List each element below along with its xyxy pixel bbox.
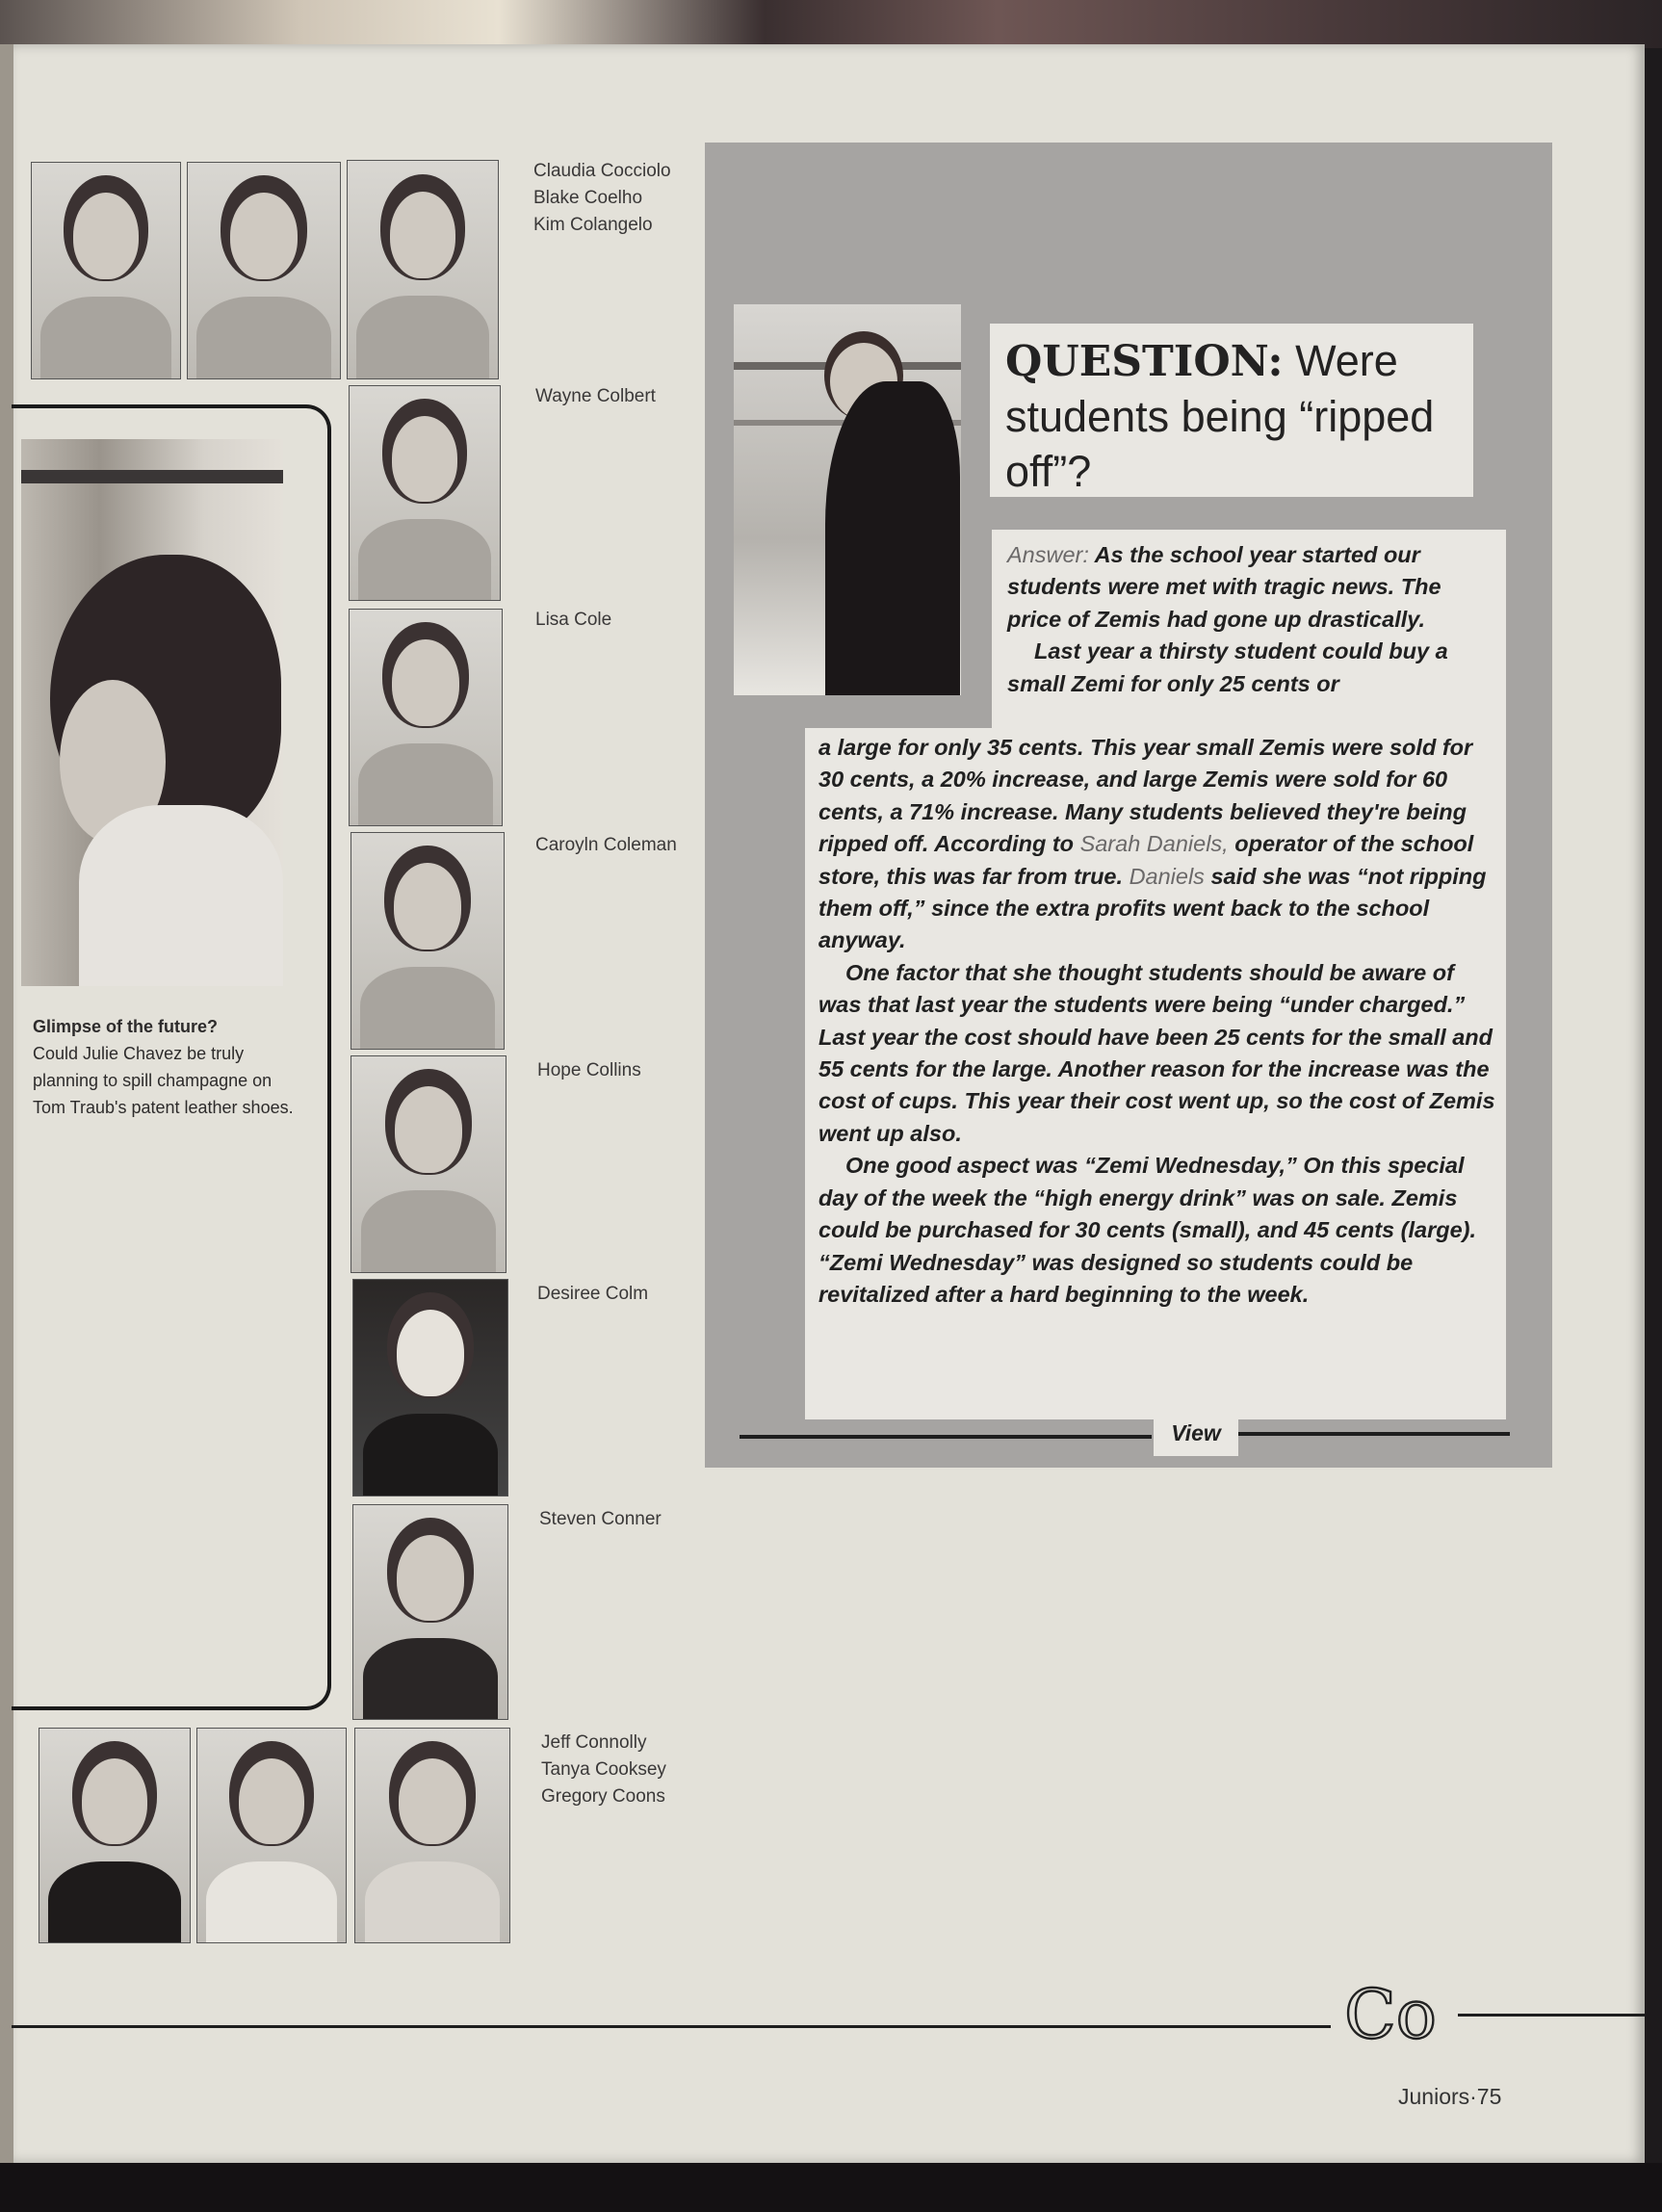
name-lisa: Lisa Cole [535, 610, 612, 630]
portrait-gregory-coons [354, 1728, 510, 1943]
background-strip [0, 0, 1662, 48]
answer-p1: As the school year started our students were met with tragic news. The price of Zemis had gone up drastically. [1007, 542, 1441, 632]
name-claudia: Claudia Cocciolo [533, 161, 671, 181]
caption-body: Could Julie Chavez be truly planning to spill champagne on Tom Traub's patent leather shoes. [33, 1044, 294, 1117]
rule-right [1238, 1432, 1510, 1436]
answer-p4: One good aspect was “Zemi Wednesday,” On this special day of the week the “high energy drink” was on sale. Zemis could be purchased for 30 cents (small), and 45 cents (large). “Zemi Wednesday” was designed so students could be revitalized after a hard beginning to the week. [818, 1153, 1477, 1307]
answer-body [818, 732, 1498, 1311]
emblem-text: Co [1344, 1976, 1437, 2051]
feature-title [990, 324, 1473, 497]
answer-p2d: said she was “not ripping them off,” since the extra profits went back to the school anyway. [818, 863, 1487, 953]
portrait-desiree-colm [352, 1279, 508, 1496]
name-hope: Hope Collins [537, 1060, 641, 1080]
background-bottom [0, 2163, 1662, 2212]
rule-left [740, 1435, 1152, 1439]
portrait-kim-colangelo [347, 160, 499, 379]
portrait-steven-conner [352, 1504, 508, 1720]
footer-rule-right [1458, 2014, 1645, 2017]
photo-caption [33, 1013, 302, 1121]
name-blake: Blake Coelho [533, 188, 643, 208]
view-tab: View [1154, 1416, 1238, 1456]
answer-p2c: operator of the school store, this was far from true. [818, 831, 1474, 889]
portrait-caroyln-coleman [351, 832, 505, 1050]
name-sarah-daniels: Sarah Daniels, [1079, 831, 1229, 857]
portrait-jeff-connolly [39, 1728, 191, 1943]
portrait-wayne-colbert [349, 385, 501, 601]
name-tanya: Tanya Cooksey [541, 1759, 666, 1780]
feature-photo [734, 304, 961, 695]
answer-intro [1007, 539, 1498, 700]
question-label: QUESTION: [1005, 337, 1284, 386]
names-row-last [541, 1730, 666, 1810]
answer-p2-start: Last year a thirsty student could buy a small Zemi for only 25 cents or [1007, 638, 1448, 696]
candid-photo [21, 439, 283, 986]
name-desiree: Desiree Colm [537, 1284, 649, 1304]
name-steven: Steven Conner [539, 1509, 662, 1529]
portrait-tanya-cooksey [196, 1728, 347, 1943]
names-row1 [533, 158, 671, 239]
name-wayne: Wayne Colbert [535, 386, 656, 406]
portrait-claudia-cocciolo [31, 162, 181, 379]
caption-title: Glimpse of the future? [33, 1017, 219, 1036]
name-daniels: Daniels [1129, 863, 1205, 889]
name-jeff: Jeff Connolly [541, 1732, 647, 1753]
answer-p3: One factor that she thought students should be aware of was that last year the students were being “under charged.” Last year the cost should have been 25 cents for the small and 55 cents for the large. Another reason for the increase was the cost of cups. This year their cost went up, so the cost of Zemis went up also. [818, 959, 1495, 1146]
page-folio: Juniors·75 [1398, 2084, 1502, 2109]
answer-label: Answer: [1007, 542, 1089, 567]
name-caroyln: Caroyln Coleman [535, 835, 677, 855]
name-gregory: Gregory Coons [541, 1786, 665, 1807]
question-text: Were students being “ripped off”? [1005, 336, 1435, 496]
answer-p2b: a large for only 35 cents. This year small Zemis were sold for 30 cents, a 20% increase, and large Zemis were sold for 60 cents, a 71% increase. Many students believed they're being ripped off. According to [818, 735, 1473, 857]
footer-rule-left [12, 2025, 1331, 2028]
portrait-lisa-cole [349, 609, 503, 826]
name-kim: Kim Colangelo [533, 215, 653, 235]
portrait-blake-coelho [187, 162, 341, 379]
co-emblem [1325, 1976, 1456, 2051]
portrait-hope-collins [351, 1055, 506, 1273]
